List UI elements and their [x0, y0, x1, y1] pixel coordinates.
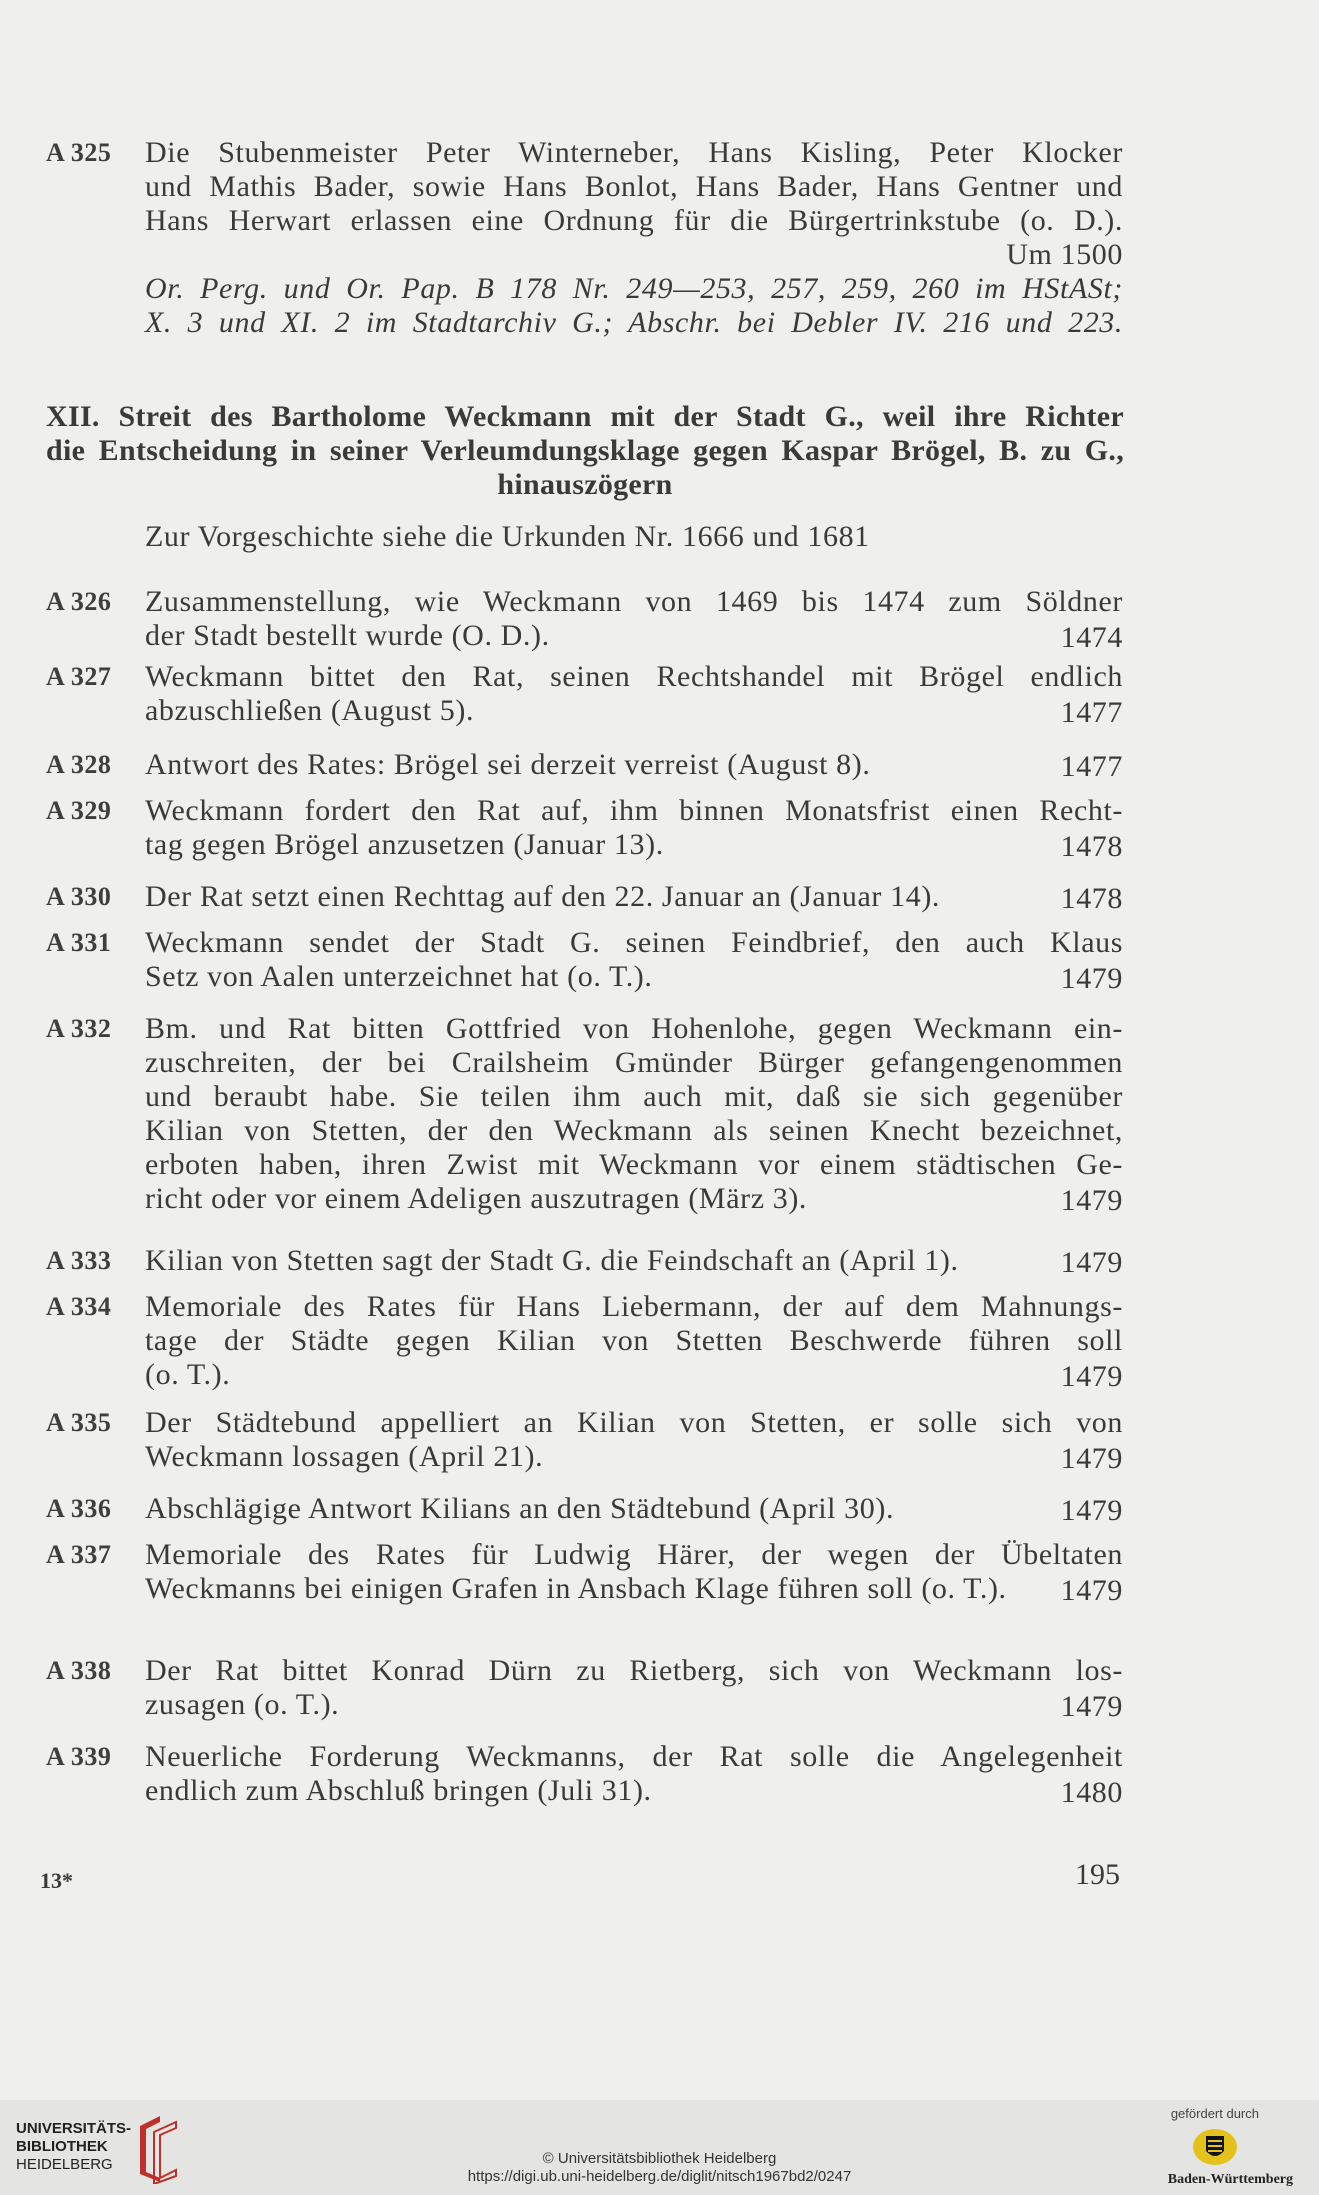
entry-text	[145, 1538, 1123, 1606]
entry-text	[145, 748, 1123, 782]
entry-line: abzuschließen (August 5).	[145, 694, 475, 727]
sponsor-name: Baden-Württemberg	[1167, 2172, 1293, 2187]
entry-line: Antwort des Rates: Brögel sei derzeit verreist (August 8).	[145, 748, 871, 781]
entry-line: (o. T.).	[145, 1358, 231, 1391]
entry-text	[145, 880, 1123, 914]
entry-id: A 327	[46, 662, 112, 691]
entry-text	[145, 1244, 1123, 1278]
entry-line: tage der Städte gegen Kilian von Stetten Beschwerde führen soll	[145, 1324, 1123, 1357]
entry-line: Zusammenstellung, wie Weckmann von 1469 bis 1474 zum Söldner	[145, 585, 1123, 618]
entry-date: 1478	[1060, 830, 1123, 863]
entry-line: Weckmann fordert den Rat auf, ihm binnen Monatsfrist einen Recht-	[145, 794, 1123, 827]
entry-text	[145, 1740, 1123, 1808]
entry-line: Setz von Aalen unterzeichnet hat (o. T.).	[145, 960, 653, 993]
section-preface: Zur Vorgeschichte siehe die Urkunden Nr. 1666 und 1681	[145, 520, 870, 553]
entry-line: zusagen (o. T.).	[145, 1688, 340, 1721]
entry-text	[145, 660, 1123, 728]
entry-date: 1479	[1060, 1574, 1123, 1607]
signature-mark: 13*	[40, 1868, 73, 1893]
entry-line: Der Rat bittet Konrad Dürn zu Rietberg, sich von Weckmann los-	[145, 1654, 1123, 1687]
entry-line: zuschreiten, der bei Crailsheim Gmünder Bürger gefangengenommen	[145, 1046, 1123, 1079]
source-line: Or. Perg. und Or. Pap. B 178 Nr. 249—253, 257, 259, 260 im HStASt;	[145, 272, 1123, 305]
entry-text	[145, 926, 1123, 994]
entry-line: Bm. und Rat bitten Gottfried von Hohenlohe, gegen Weckmann ein-	[145, 1012, 1123, 1045]
entry-line: Hans Herwart erlassen eine Ordnung für die Bürgertrinkstube (o. D.).	[145, 204, 1123, 237]
entry-text	[145, 585, 1123, 653]
page-number: 195	[1075, 1858, 1120, 1891]
entry-line: Memoriale des Rates für Ludwig Härer, der wegen der Übeltaten	[145, 1538, 1123, 1571]
entry-line: Kilian von Stetten, der den Weckmann als seinen Knecht bezeichnet,	[145, 1114, 1123, 1147]
entry-text	[145, 1654, 1123, 1722]
entry-text	[145, 1492, 1123, 1526]
entry-id: A 328	[46, 750, 112, 779]
entry-line: Weckmann lossagen (April 21).	[145, 1440, 544, 1473]
entry-line: der Stadt bestellt wurde (O. D.).	[145, 619, 550, 652]
entry-date: 1479	[1060, 1184, 1123, 1217]
footer-bar	[0, 2100, 1319, 2195]
permalink-url[interactable]: https://digi.ub.uni-heidelberg.de/diglit/nitsch1967bd2/0247	[467, 2168, 852, 2185]
entry-text	[145, 136, 1123, 340]
heading-line: XII. Streit des Bartholome Weckmann mit der Stadt G., weil ihre Richter	[46, 400, 1124, 433]
entry-line: Weckmann sendet der Stadt G. seinen Feindbrief, den auch Klaus	[145, 926, 1123, 959]
library-name-line: BIBLIOTHEK	[16, 2138, 108, 2155]
heading-line: hinauszögern	[497, 468, 673, 501]
entry-date: 1479	[1060, 1246, 1123, 1279]
entry-id: A 336	[46, 1494, 112, 1523]
entry-id: A 332	[46, 1014, 112, 1043]
entry-line: Kilian von Stetten sagt der Stadt G. die Feindschaft an (April 1).	[145, 1244, 959, 1277]
state-seal-icon	[1191, 2126, 1239, 2168]
entry-date: 1477	[1060, 696, 1123, 729]
entry-id: A 325	[46, 138, 112, 167]
entry-text	[145, 1406, 1123, 1474]
entry-line: und beraubt habe. Sie teilen ihm auch mit, daß sie sich gegenüber	[145, 1080, 1123, 1113]
library-name-line: HEIDELBERG	[16, 2156, 113, 2173]
copyright-notice	[0, 2150, 1319, 2186]
source-line: X. 3 und XI. 2 im Stadtarchiv G.; Abschr. bei Debler IV. 216 und 223.	[145, 306, 1123, 339]
entry-line: Memoriale des Rates für Hans Liebermann, der auf dem Mahnungs-	[145, 1290, 1123, 1323]
entry-text	[145, 1290, 1123, 1392]
entry-line: erboten haben, ihren Zwist mit Weckmann vor einem städtischen Ge-	[145, 1148, 1123, 1181]
heading-line: die Entscheidung in seiner Verleumdungsklage gegen Kaspar Brögel, B. zu G.,	[46, 434, 1124, 467]
entry-date: 1479	[1060, 1690, 1123, 1723]
entry-date: 1479	[1060, 1494, 1123, 1527]
entry-text	[145, 1012, 1123, 1216]
entry-line: Der Rat setzt einen Rechttag auf den 22. Januar an (Januar 14).	[145, 880, 941, 913]
entry-date: 1480	[1060, 1776, 1123, 1809]
entry-id: A 329	[46, 796, 112, 825]
entry-date: 1474	[1060, 621, 1123, 654]
entry-id: A 337	[46, 1540, 112, 1569]
entry-id: A 330	[46, 882, 112, 911]
sponsor-label: gefördert durch	[1170, 2106, 1259, 2121]
library-name-line: UNIVERSITÄTS-	[16, 2120, 132, 2137]
entry-line: Weckmanns bei einigen Grafen in Ansbach Klage führen soll (o. T.).	[145, 1572, 1007, 1605]
section-heading	[46, 400, 1124, 502]
entry-line: richt oder vor einem Adeligen auszutragen (März 3).	[145, 1182, 808, 1215]
entry-date: 1479	[1060, 1360, 1123, 1393]
entry-line: Die Stubenmeister Peter Winterneber, Hans Kisling, Peter Klocker	[145, 136, 1123, 169]
entry-line: Weckmann bittet den Rat, seinen Rechtshandel mit Brögel endlich	[145, 660, 1123, 693]
entry-id: A 339	[46, 1742, 112, 1771]
entry-id: A 326	[46, 587, 112, 616]
entry-date: 1479	[1060, 1442, 1123, 1475]
entry-line: endlich zum Abschluß bringen (Juli 31).	[145, 1774, 652, 1807]
entry-id: A 335	[46, 1408, 112, 1437]
entry-line: Der Städtebund appelliert an Kilian von Stetten, er solle sich von	[145, 1406, 1123, 1439]
entry-id: A 333	[46, 1246, 112, 1275]
entry-line: und Mathis Bader, sowie Hans Bonlot, Hans Bader, Hans Gentner und	[145, 170, 1123, 203]
entry-line: Abschlägige Antwort Kilians an den Städtebund (April 30).	[145, 1492, 895, 1525]
entry-line: Neuerliche Forderung Weckmanns, der Rat solle die Angelegenheit	[145, 1740, 1123, 1773]
entry-line: tag gegen Brögel anzusetzen (Januar 13).	[145, 828, 664, 861]
entry-date: 1479	[1060, 962, 1123, 995]
entry-id: A 334	[46, 1292, 112, 1321]
entry-date: 1478	[1060, 882, 1123, 915]
entry-date: Um 1500	[1006, 238, 1123, 271]
entry-date: 1477	[1060, 750, 1123, 783]
entry-id: A 338	[46, 1656, 112, 1685]
entry-id: A 331	[46, 928, 112, 957]
copyright-text: © Universitätsbibliothek Heidelberg	[542, 2150, 777, 2167]
entry-text	[145, 794, 1123, 862]
